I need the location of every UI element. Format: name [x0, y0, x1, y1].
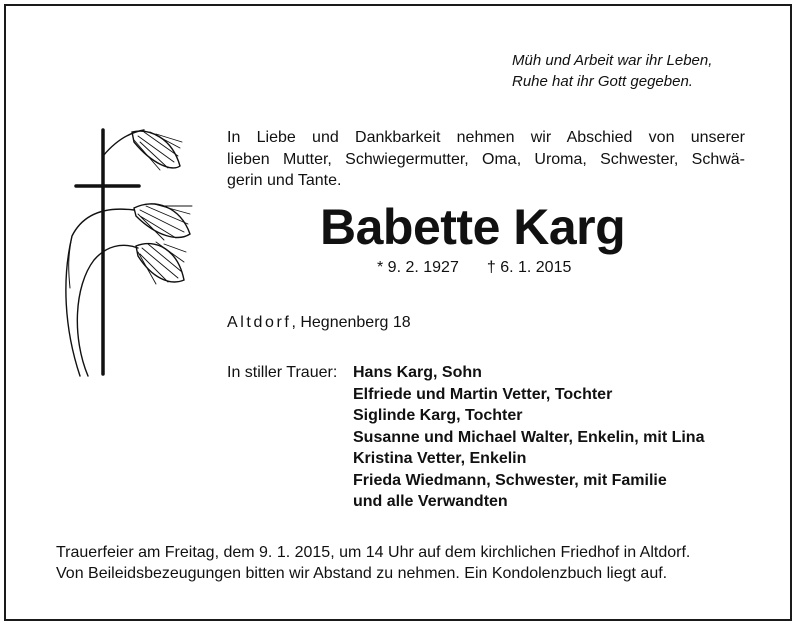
mourner-item: Hans Karg, Sohn	[353, 364, 482, 381]
intro-line-1: In Liebe und Dankbarkeit nehmen wir Abschied von unserer	[227, 129, 745, 146]
funeral-line-1: Trauerfeier am Freitag, dem 9. 1. 2015, um 14 Uhr auf dem kirchlichen Friedhof in Altdorf.	[56, 544, 691, 561]
intro-text	[227, 127, 745, 192]
mourner-item: Frieda Wiedmann, Schwester, mit Familie	[353, 471, 667, 489]
funeral-notice	[56, 542, 746, 584]
address-town: Altdorf	[227, 314, 292, 331]
address-street: , Hegnenberg 18	[291, 314, 411, 331]
funeral-line-2: Von Beileidsbezeugungen bitten wir Abstand zu nehmen. Ein Kondolenzbuch liegt auf.	[56, 565, 668, 582]
mourner-item: Susanne und Michael Walter, Enkelin, mit Lina	[353, 428, 705, 446]
life-dates	[377, 258, 571, 278]
cross-with-grain-ears-icon	[60, 128, 200, 378]
intro-line-3: gerin und Tante.	[227, 172, 342, 189]
mourners-label: In stiller Trauer:	[227, 364, 338, 381]
motto-verse	[512, 50, 772, 92]
motto-line-1: Müh und Arbeit war ihr Leben,	[512, 52, 713, 69]
mourner-item: Kristina Vetter, Enkelin	[353, 450, 527, 467]
death-date: † 6. 1. 2015	[486, 259, 572, 276]
mourners-list	[353, 362, 704, 513]
mourner-item: und alle Verwandten	[353, 493, 508, 510]
mourner-item: Elfriede und Martin Vetter, Tochter	[353, 385, 613, 403]
mourner-item: Siglinde Karg, Tochter	[353, 407, 523, 424]
address	[227, 313, 411, 333]
motto-line-2: Ruhe hat ihr Gott gegeben.	[512, 73, 693, 90]
birth-date: * 9. 2. 1927	[377, 259, 459, 276]
deceased-name: Babette Karg	[320, 199, 626, 255]
intro-line-2: lieben Mutter, Schwiegermutter, Oma, Uroma, Schwester, Schwä-	[227, 150, 745, 168]
